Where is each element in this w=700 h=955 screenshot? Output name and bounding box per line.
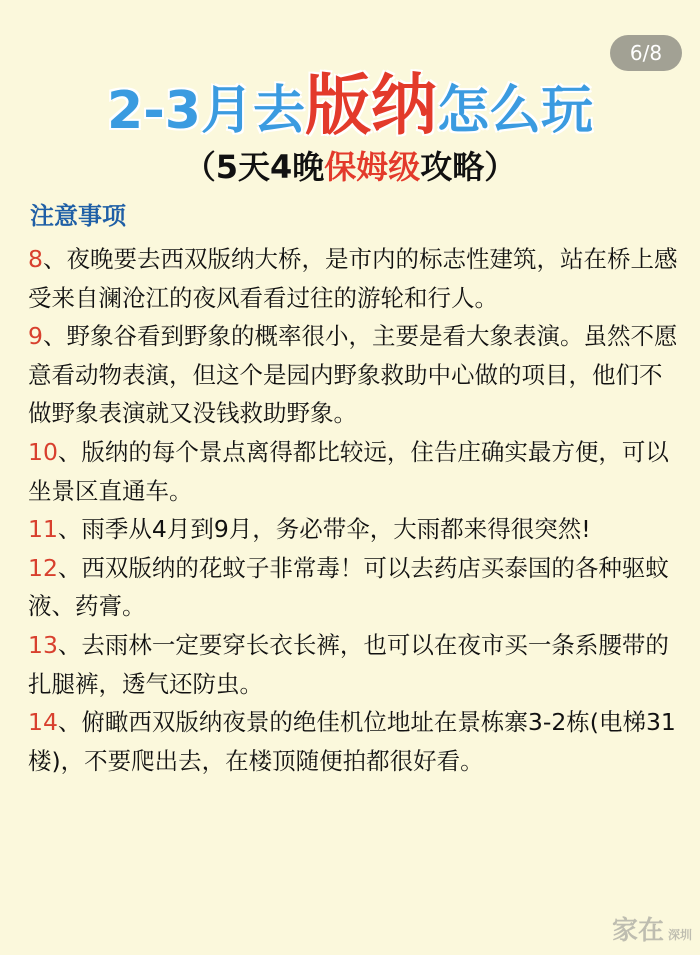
list-item [28, 240, 678, 317]
item-number: 11 [28, 515, 58, 544]
list-item [28, 549, 678, 626]
notes-list [28, 240, 678, 780]
subtitle-highlight: 保姆级 [324, 148, 421, 186]
title-part1: 2-3月去 [107, 81, 305, 141]
item-number: 9 [28, 322, 43, 351]
list-item [28, 626, 678, 703]
page-title [0, 52, 700, 147]
title-highlight: 版纳 [304, 67, 437, 144]
subtitle-prefix: （5天4晚 [183, 148, 325, 186]
item-text: 、夜晚要去西双版纳大桥，是市内的标志性建筑，站在桥上感受来自澜沧江的夜风看看过往的游轮和行人。 [28, 245, 678, 312]
item-number: 8 [28, 245, 43, 273]
list-item [28, 317, 678, 433]
page-counter: 6/8 [610, 35, 682, 71]
item-text: 、野象谷看到野象的概率很小，主要是看大象表演。虽然不愿意看动物表演，但这个是园内野象救助中心做的项目，他们不做野象表演就又没钱救助野象。 [28, 322, 678, 428]
watermark-logo [612, 910, 692, 947]
item-text: 、版纳的每个景点离得都比较远，住告庄确实最方便，可以坐景区直通车。 [28, 437, 669, 505]
item-number: 12 [28, 553, 58, 582]
item-number: 10 [28, 437, 58, 466]
subtitle [0, 142, 700, 188]
section-heading: 注意事项 [30, 202, 126, 230]
item-number: 14 [28, 708, 58, 737]
item-number: 13 [28, 630, 58, 659]
item-text: 、西双版纳的花蚊子非常毒！可以去药店买泰国的各种驱蚊液、药膏。 [28, 553, 669, 621]
watermark-main: 家在 [611, 916, 664, 946]
item-text: 、雨季从4月到9月，务必带伞，大雨都来得很突然! [57, 515, 591, 544]
title-part2: 怎么玩 [436, 81, 593, 141]
list-item [28, 510, 678, 549]
list-item [28, 703, 678, 780]
item-text: 、俯瞰西双版纳夜景的绝佳机位地址在景栋寨3-2栋(电梯31楼)，不要爬出去，在楼顶随便拍都很好看。 [28, 708, 676, 775]
item-text: 、去雨林一定要穿长衣长裤，也可以在夜市买一条系腰带的扎腿裤，透气还防虫。 [28, 630, 669, 698]
watermark-sub: 深圳 [667, 928, 692, 942]
subtitle-suffix: 攻略） [420, 148, 517, 186]
list-item [28, 433, 678, 510]
